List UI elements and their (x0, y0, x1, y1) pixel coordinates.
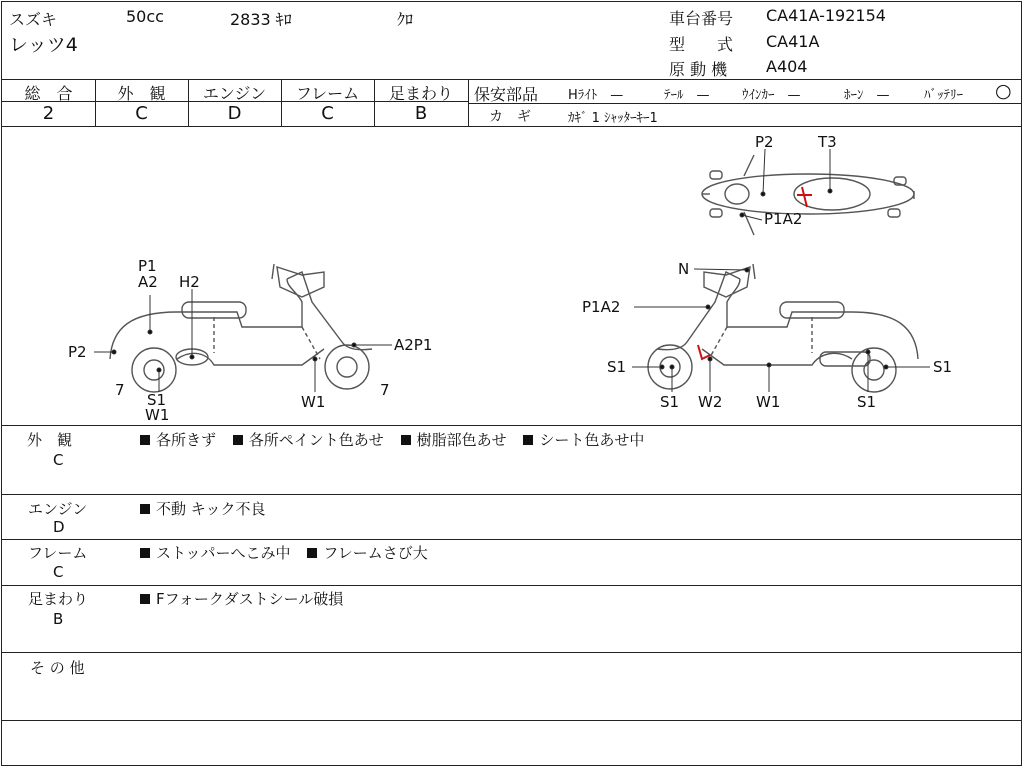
grade-exterior: C (135, 103, 148, 124)
type-label: 型 式 (669, 35, 734, 54)
safety-label: 保安部品 (474, 85, 539, 104)
damage-mark (698, 345, 710, 359)
divider (2, 652, 1022, 653)
inspection-sheet (1, 1, 1022, 766)
grade-header-exterior: 外 観 (117, 84, 166, 103)
body-color: ｸﾛ (397, 10, 414, 29)
safety-horn: ﾎｰﾝ — (844, 88, 890, 103)
grade-header-frame: フレーム (295, 84, 360, 103)
engine-label: 原 動 機 (669, 60, 728, 79)
section-grade-suspension: B (53, 610, 64, 628)
section-grade-engine: D (53, 518, 65, 536)
diagram-label-left-7b: 7 (380, 381, 390, 399)
divider (2, 720, 1022, 721)
divider (2, 494, 1022, 495)
divider (2, 585, 1022, 586)
section-grade-exterior: C (53, 451, 64, 469)
battery-ok-mark: ○ (995, 80, 1012, 102)
key-label: カ ギ (489, 109, 531, 125)
type-value: CA41A (766, 32, 820, 51)
diagram-label-left-p1: P1 (138, 257, 157, 275)
grade-header-total: 総 合 (24, 84, 73, 103)
diagram-label-right-s1c: S1 (857, 393, 877, 411)
section-notes-frame (140, 542, 440, 563)
divider (2, 539, 1022, 540)
diagram-label-left-w1b: W1 (301, 393, 326, 411)
section-notes-suspension (140, 588, 355, 609)
safety-battery: ﾊﾞｯﾃﾘｰ (924, 88, 963, 103)
note: 樹脂部色あせ (416, 431, 507, 449)
section-label-suspension: 足まわり (28, 590, 89, 608)
diagram-label-top-t3: T3 (818, 133, 837, 151)
grade-engine: D (227, 103, 242, 124)
frame-no-label: 車台番号 (669, 9, 734, 28)
divider (468, 79, 469, 126)
diagram-label-left-s1: S1 (147, 391, 167, 409)
scooter-diagram (2, 127, 1022, 425)
diagram-label-right-w2: W2 (698, 393, 723, 411)
diagram-label-top-p1a2: P1A2 (764, 210, 803, 228)
note: 不動 キック不良 (156, 500, 266, 518)
diagram-label-left-h2: H2 (179, 273, 200, 291)
diagram-label-right-s1a: S1 (607, 358, 627, 376)
damage-mark (797, 187, 812, 207)
grade-suspension: B (414, 103, 428, 124)
maker: スズキ (9, 10, 58, 29)
divider (468, 103, 1022, 104)
mileage: 2833 ｷﾛ (230, 10, 292, 29)
diagram-label-right-w1: W1 (756, 393, 781, 411)
grade-header-engine: エンジン (202, 84, 267, 103)
diagram-label-left-7a: 7 (115, 381, 125, 399)
safety-headlight: Hﾗｲﾄ — (568, 88, 624, 103)
grade-total: 2 (42, 103, 55, 124)
frame-no: CA41A-192154 (766, 6, 886, 25)
grade-header-suspension: 足まわり (388, 84, 453, 103)
section-notes-exterior (140, 429, 656, 450)
diagram-label-left-p2: P2 (68, 343, 87, 361)
grade-frame: C (321, 103, 334, 124)
diagram-label-right-n: N (678, 260, 690, 278)
diagram-label-right-p1a2: P1A2 (582, 298, 621, 316)
section-label-other: そ の 他 (30, 659, 85, 677)
diagram-label-right-s1b: S1 (660, 393, 680, 411)
divider (2, 79, 1022, 80)
note: Fフォークダストシール破損 (156, 590, 344, 608)
displacement: 50cc (126, 7, 164, 26)
model-name: レッツ4 (9, 34, 78, 56)
section-label-exterior: 外 観 (27, 431, 73, 449)
safety-winker: ｳｲﾝｶｰ — (742, 88, 801, 103)
key-value: ｶｷﾞ 1 ｼｬｯﾀｰｷｰ1 (568, 111, 658, 126)
note: フレームさび大 (323, 544, 428, 562)
note: シート色あせ中 (539, 431, 645, 449)
divider (2, 425, 1022, 426)
note: 各所きず (156, 431, 217, 449)
section-grade-frame: C (53, 563, 64, 581)
right-side-sketch (648, 264, 918, 392)
diagram-label-top-p2: P2 (755, 133, 774, 151)
diagram-label-left-w1a: W1 (145, 406, 170, 424)
note: ストッパーへこみ中 (156, 544, 291, 562)
section-notes-engine (140, 498, 277, 519)
section-label-frame: フレーム (28, 544, 88, 562)
safety-tail: ﾃｰﾙ — (664, 88, 710, 103)
diagram-label-left-a2: A2 (138, 273, 158, 291)
engine-value: A404 (766, 57, 808, 76)
diagram-label-left-a2p1: A2P1 (394, 336, 433, 354)
diagram-label-right-s1d: S1 (933, 358, 953, 376)
note: 各所ペイント色あせ (248, 431, 384, 449)
section-label-engine: エンジン (28, 500, 88, 518)
